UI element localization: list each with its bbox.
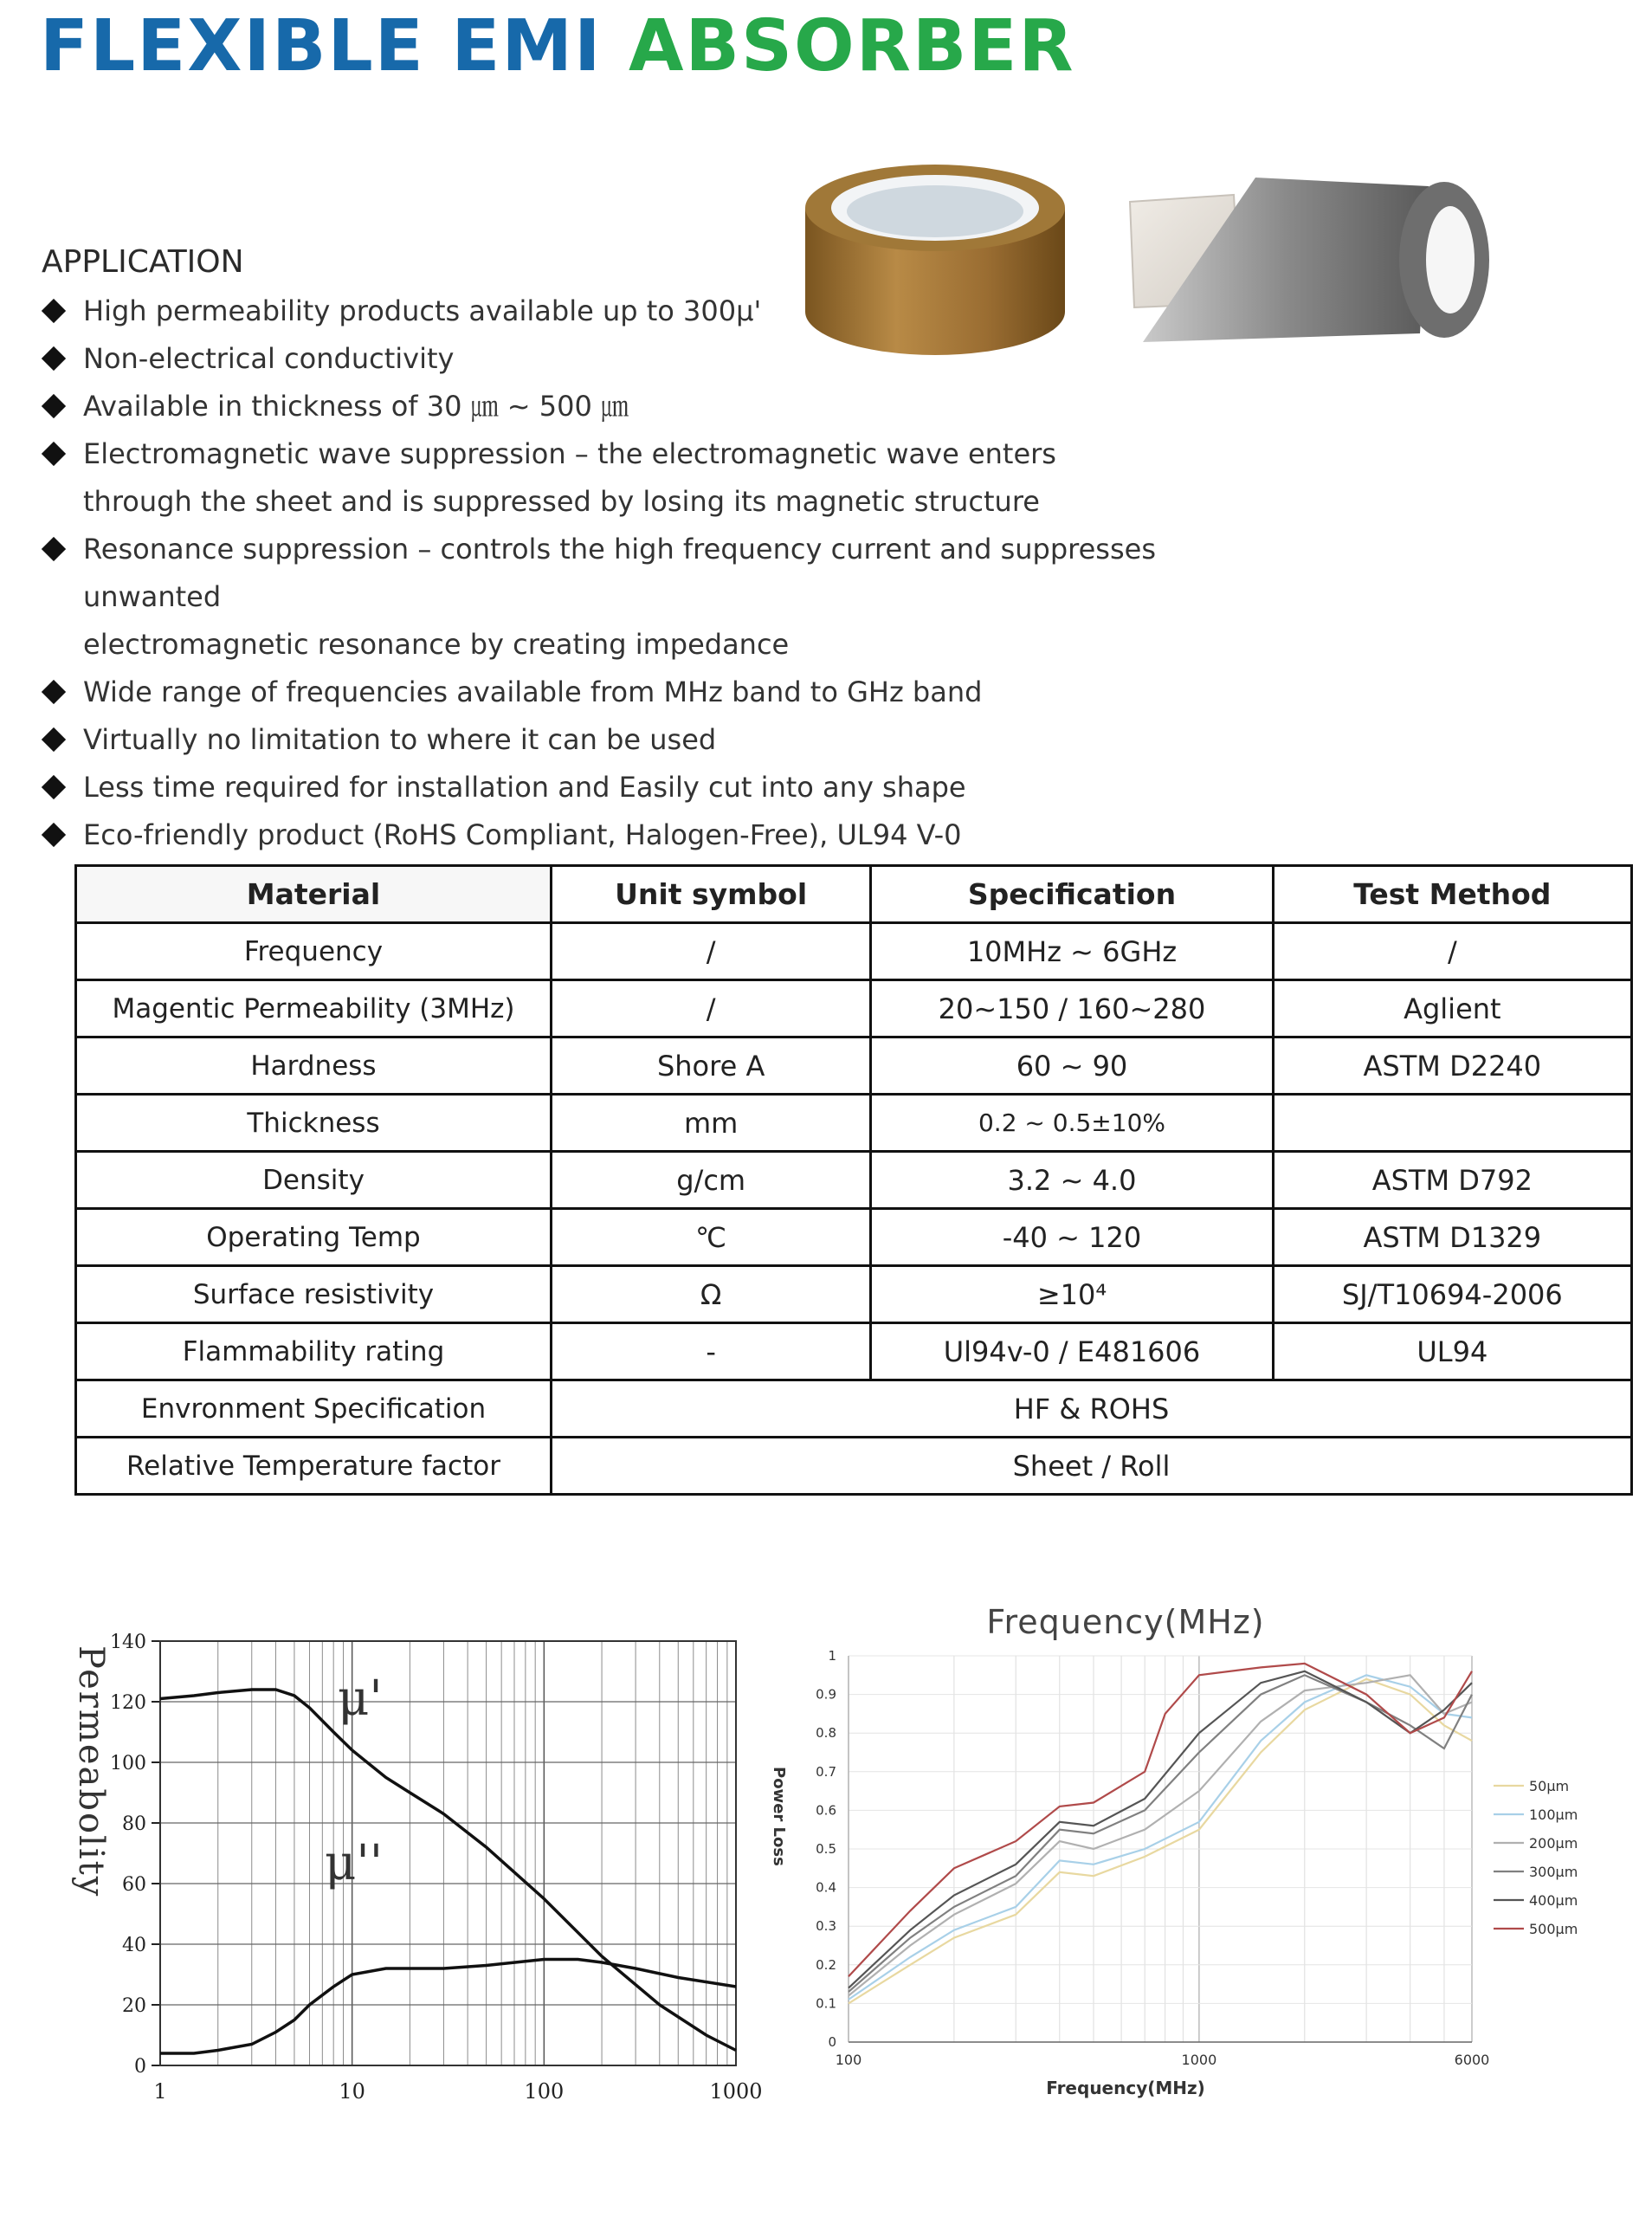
table-cell: 10MHz ~ 6GHz <box>871 923 1273 980</box>
table-cell: Thickness <box>76 1095 552 1152</box>
series-line <box>849 1675 1472 1995</box>
table-cell: Shore A <box>551 1037 870 1095</box>
table-cell: Operating Temp <box>76 1209 552 1266</box>
chart-title: Frequency(MHz) <box>986 1603 1265 1641</box>
diamond-bullet-icon <box>42 727 66 752</box>
title-part-2: ABSORBER <box>629 5 1075 87</box>
header-unit-symbol: Unit symbol <box>551 866 870 923</box>
legend-entry: 500μm <box>1529 1921 1578 1937</box>
y-tick-label: 140 <box>110 1632 146 1653</box>
table-row <box>76 980 1632 1037</box>
diamond-bullet-icon <box>42 823 66 847</box>
application-item: Virtually no limitation to where it can be used <box>42 716 1254 764</box>
series-line <box>160 1960 736 2054</box>
y-tick-label: 80 <box>122 1813 146 1835</box>
table-cell: Magentic Permeability (3MHz) <box>76 980 552 1037</box>
table-cell: mm <box>551 1095 870 1152</box>
table-cell: SJ/T10694-2006 <box>1273 1266 1631 1323</box>
y-tick-label: 0.1 <box>816 1995 836 2012</box>
application-item: Eco-friendly product (RoHS Compliant, Halogen-Free), UL94 V-0 <box>42 811 1254 859</box>
table-row <box>76 1152 1632 1209</box>
application-item: Resonance suppression – controls the high frequency current and suppresses unwanted electromagnetic resonance by creating impedance <box>42 526 1254 669</box>
y-axis-label: Permeabolity <box>71 1645 111 1898</box>
table-row <box>76 1323 1632 1380</box>
table-cell: ASTM D1329 <box>1273 1209 1631 1266</box>
table-row <box>76 1380 1632 1438</box>
header-specification: Specification <box>871 866 1273 923</box>
table-row <box>76 1095 1632 1152</box>
table-cell: ≥10⁴ <box>871 1266 1273 1323</box>
table-row <box>76 1438 1632 1495</box>
x-tick-label: 100 <box>835 2052 862 2068</box>
application-list <box>42 288 1254 859</box>
legend-entry: 100μm <box>1529 1807 1578 1823</box>
title-part-1: FLEXIBLE EMI <box>40 5 603 87</box>
permeability-chart <box>52 1619 779 2122</box>
table-cell: Aglient <box>1273 980 1631 1037</box>
y-tick-label: 0.7 <box>816 1763 836 1780</box>
power-loss-chart <box>762 1602 1628 2139</box>
series-line <box>160 1690 736 2051</box>
series-line <box>849 1671 1472 1988</box>
table-cell: Ω <box>551 1266 870 1323</box>
table-cell: Frequency <box>76 923 552 980</box>
y-axis-label: Power Loss <box>770 1767 788 1866</box>
table-row <box>76 1266 1632 1323</box>
table-cell: 3.2 ~ 4.0 <box>871 1152 1273 1209</box>
x-tick-label: 1 <box>153 2079 167 2104</box>
x-tick-label: 1000 <box>709 2079 763 2104</box>
y-tick-label: 100 <box>110 1753 146 1774</box>
table-cell: - <box>551 1323 870 1380</box>
table-cell: Hardness <box>76 1037 552 1095</box>
table-row <box>76 1209 1632 1266</box>
table-cell: Flammability rating <box>76 1323 552 1380</box>
table-cell: 20~150 / 160~280 <box>871 980 1273 1037</box>
y-tick-label: 120 <box>110 1692 146 1714</box>
y-tick-label: 0.4 <box>816 1879 836 1896</box>
y-tick-label: 0 <box>828 2034 836 2050</box>
diamond-bullet-icon <box>42 537 66 561</box>
table-cell: / <box>551 980 870 1037</box>
y-tick-label: 20 <box>122 1995 146 2017</box>
diamond-bullet-icon <box>42 775 66 799</box>
series-line <box>849 1675 1472 2000</box>
table-cell: Ul94v-0 / E481606 <box>871 1323 1273 1380</box>
y-tick-label: 0.8 <box>816 1725 836 1742</box>
table-cell: Relative Temperature factor <box>76 1438 552 1495</box>
application-item: Available in thickness of 30 ㎛ ~ 500 ㎛ <box>42 383 1254 430</box>
table-cell: HF & ROHS <box>551 1380 1631 1438</box>
diamond-bullet-icon <box>42 299 66 323</box>
table-cell: / <box>1273 923 1631 980</box>
application-item: High permeability products available up to 300μ' <box>42 288 1254 335</box>
table-cell: 60 ~ 90 <box>871 1037 1273 1095</box>
y-tick-label: 0.6 <box>816 1802 836 1819</box>
y-tick-label: 0.3 <box>816 1918 836 1935</box>
table-cell: / <box>551 923 870 980</box>
diamond-bullet-icon <box>42 680 66 704</box>
diamond-bullet-icon <box>42 346 66 371</box>
legend-entry: 300μm <box>1529 1864 1578 1880</box>
y-tick-label: 0 <box>134 2056 146 2078</box>
x-tick-label: 1000 <box>1181 2052 1217 2068</box>
plot-frame <box>160 1641 736 2065</box>
y-tick-label: 0.9 <box>816 1686 836 1703</box>
y-tick-label: 0.5 <box>816 1841 836 1857</box>
application-item: Less time required for installation and Easily cut into any shape <box>42 764 1254 811</box>
table-cell <box>1273 1095 1631 1152</box>
application-item: Electromagnetic wave suppression – the electromagnetic wave enters through the sheet and is suppressed by losing its magnetic structure <box>42 430 1254 526</box>
application-heading: APPLICATION <box>42 244 244 280</box>
table-cell: ℃ <box>551 1209 870 1266</box>
table-cell: UL94 <box>1273 1323 1631 1380</box>
table-cell: Density <box>76 1152 552 1209</box>
y-tick-label: 0.2 <box>816 1956 836 1973</box>
x-tick-label: 6000 <box>1454 2052 1490 2068</box>
legend-entry: 200μm <box>1529 1835 1578 1852</box>
page-title <box>40 5 1075 87</box>
x-tick-label: 100 <box>524 2079 565 2104</box>
y-tick-label: 60 <box>122 1874 146 1896</box>
diamond-bullet-icon <box>42 442 66 466</box>
series-label: μ' <box>338 1671 383 1727</box>
x-axis-label: Frequency(MHz) <box>1046 2078 1205 2098</box>
spec-table <box>74 864 1633 1496</box>
table-cell: -40 ~ 120 <box>871 1209 1273 1266</box>
header-material: Material <box>76 866 552 923</box>
y-tick-label: 40 <box>122 1935 146 1956</box>
table-header-row <box>76 866 1632 923</box>
legend-entry: 400μm <box>1529 1892 1578 1909</box>
table-row <box>76 923 1632 980</box>
diamond-bullet-icon <box>42 394 66 418</box>
table-cell: Surface resistivity <box>76 1266 552 1323</box>
table-row <box>76 1037 1632 1095</box>
series-label: μ'' <box>325 1835 384 1891</box>
legend-entry: 50μm <box>1529 1778 1570 1794</box>
header-test-method: Test Method <box>1273 866 1631 923</box>
application-item: Non-electrical conductivity <box>42 335 1254 383</box>
table-cell: ASTM D2240 <box>1273 1037 1631 1095</box>
application-item: Wide range of frequencies available from MHz band to GHz band <box>42 669 1254 716</box>
table-cell: Envronment Specification <box>76 1380 552 1438</box>
y-tick-label: 1 <box>828 1648 836 1664</box>
x-tick-label: 10 <box>339 2079 365 2104</box>
table-cell: Sheet / Roll <box>551 1438 1631 1495</box>
table-cell: 0.2 ~ 0.5±10% <box>871 1095 1273 1152</box>
table-cell: g/cm <box>551 1152 870 1209</box>
table-cell: ASTM D792 <box>1273 1152 1631 1209</box>
